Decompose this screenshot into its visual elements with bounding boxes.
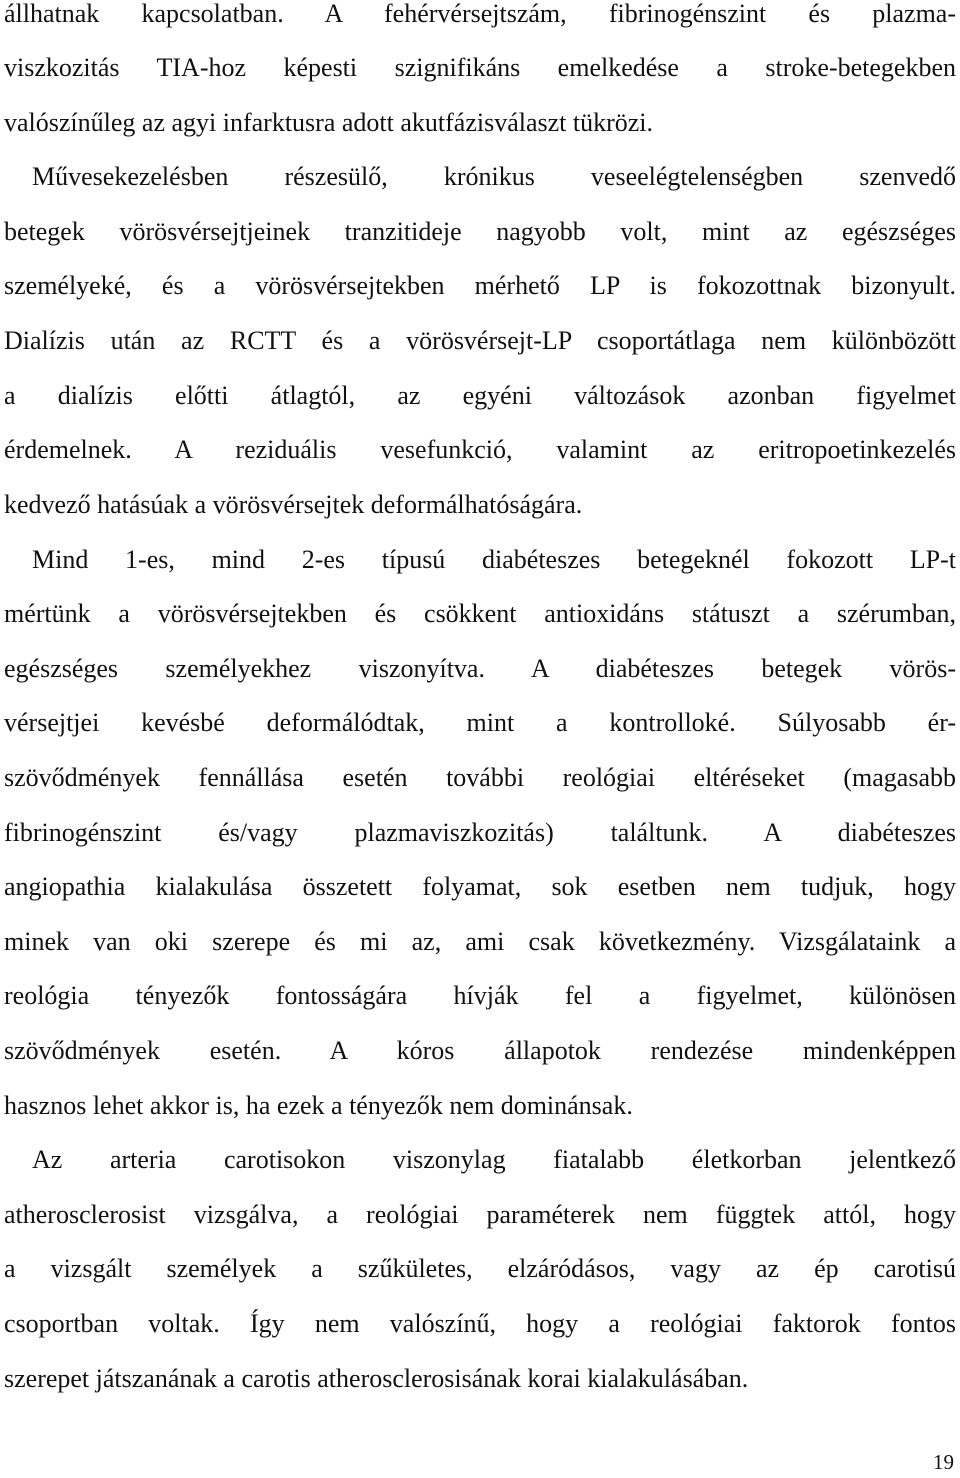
text-line: egészséges személyekhez viszonyítva. A diabéteszes betegek vörös- — [4, 654, 956, 683]
text-line: reológia tényezők fontosságára hívják fel a figyelmet, különösen — [4, 981, 956, 1010]
text-line: állhatnak kapcsolatban. A fehérvérsejtszám, fibrinogénszint és plazma- — [4, 0, 956, 28]
text-line: viszkozitás TIA-hoz képesti szignifikáns emelkedése a stroke-betegekben — [4, 53, 956, 82]
text-line: szövődmények fennállása esetén további reológiai eltéréseket (magasabb — [4, 763, 956, 792]
text-line: minek van oki szerepe és mi az, ami csak következmény. Vizsgálataink a — [4, 927, 956, 956]
text-line: atherosclerosist vizsgálva, a reológiai paraméterek nem függtek attól, hogy — [4, 1200, 956, 1229]
text-line: angiopathia kialakulása összetett folyamat, sok esetben nem tudjuk, hogy — [4, 872, 956, 901]
text-line: szövődmények esetén. A kóros állapotok rendezése mindenképpen — [4, 1036, 956, 1065]
text-line: betegek vörösvérsejtjeinek tranzitideje nagyobb volt, mint az egészséges — [4, 217, 956, 246]
text-line: Mind 1-es, mind 2-es típusú diabéteszes betegeknél fokozott LP-t — [32, 545, 956, 574]
text-line: a vizsgált személyek a szűkületes, elzáródásos, vagy az ép carotisú — [4, 1254, 956, 1283]
page-number: 19 — [933, 1450, 954, 1474]
text-line: csoportban voltak. Így nem valószínű, hogy a reológiai faktorok fontos — [4, 1309, 956, 1338]
text-line: mértünk a vörösvérsejtekben és csökkent antioxidáns státuszt a szérumban, — [4, 599, 956, 628]
text-line: hasznos lehet akkor is, ha ezek a tényezők nem dominánsak. — [4, 1091, 633, 1120]
text-line: szerepet játszanának a carotis atherosclerosisának korai kialakulásában. — [4, 1364, 749, 1393]
text-line: kedvező hatásúak a vörösvérsejtek deformálhatóságára. — [4, 490, 583, 519]
text-line: Az arteria carotisokon viszonylag fiatalabb életkorban jelentkező — [32, 1145, 956, 1174]
text-line: Dialízis után az RCTT és a vörösvérsejt-LP csoportátlaga nem különbözött — [4, 326, 956, 355]
text-line: fibrinogénszint és/vagy plazmaviszkozitás) találtunk. A diabéteszes — [4, 818, 956, 847]
text-line: személyeké, és a vörösvérsejtekben mérhető LP is fokozottnak bizonyult. — [4, 271, 956, 300]
text-line: valószínűleg az agyi infarktusra adott akutfázisválaszt tükrözi. — [4, 108, 654, 137]
text-line: Művesekezelésben részesülő, krónikus veseelégtelenségben szenvedő — [32, 162, 956, 191]
text-line: érdemelnek. A reziduális vesefunkció, valamint az eritropoetinkezelés — [4, 435, 956, 464]
text-line: vérsejtjei kevésbé deformálódtak, mint a kontrolloké. Súlyosabb ér- — [4, 708, 956, 737]
text-line: a dialízis előtti átlagtól, az egyéni változások azonban figyelmet — [4, 381, 956, 410]
